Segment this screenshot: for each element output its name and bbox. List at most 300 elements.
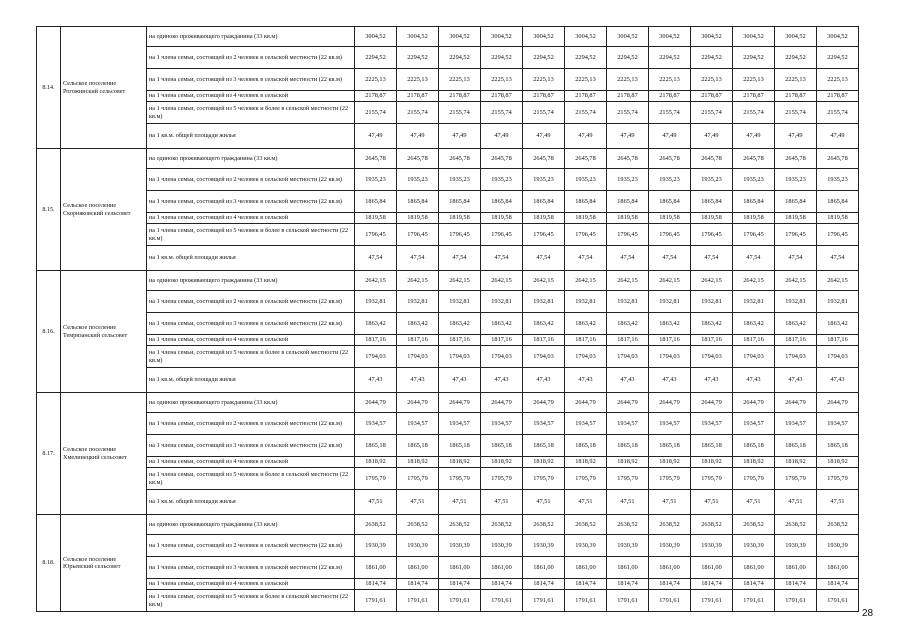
value-cell: 1863,42 [481,313,523,335]
value-cell: 2642,15 [439,271,481,291]
value-cell: 1796,45 [565,224,607,246]
value-cell: 1934,57 [523,413,565,435]
value-cell: 2642,15 [355,271,397,291]
value-cell: 1818,92 [691,457,733,468]
row-description: на одиноко проживающего гражданина (33 кв.м) [147,27,355,47]
row-description: на 1 члена семьи, состоящей из 5 человек и более в сельской местности (22 кв.м) [147,346,355,368]
value-cell: 2294,52 [733,47,775,69]
value-cell: 1794,03 [649,346,691,368]
value-cell: 1814,74 [691,579,733,590]
value-cell: 2155,74 [607,102,649,124]
value-cell: 2638,52 [565,515,607,535]
value-cell: 1861,00 [397,557,439,579]
value-cell: 1865,18 [817,435,859,457]
value-cell: 47,54 [439,246,481,271]
value-cell: 2638,52 [523,515,565,535]
value-cell: 1934,57 [733,413,775,435]
value-cell: 1932,81 [565,291,607,313]
value-cell: 1795,79 [565,468,607,490]
value-cell: 2645,78 [481,149,523,169]
value-cell: 2225,13 [565,69,607,91]
value-cell: 47,49 [733,124,775,149]
value-cell: 1814,74 [817,579,859,590]
value-cell: 1930,39 [565,535,607,557]
value-cell: 1794,03 [607,346,649,368]
value-cell: 2225,13 [607,69,649,91]
value-cell: 1861,00 [481,557,523,579]
value-cell: 1930,39 [397,535,439,557]
value-cell: 47,51 [691,490,733,515]
item-number: 8.17. [37,393,61,515]
value-cell: 47,49 [649,124,691,149]
settlement-name: Сельское поселение Скорняковский сельсовет [61,149,147,271]
value-cell: 1814,74 [649,579,691,590]
table-row [37,393,859,413]
value-cell: 1861,00 [733,557,775,579]
row-description: на 1 члена семьи, состоящей из 3 человек в сельской местности (22 кв.м) [147,557,355,579]
value-cell: 1930,39 [775,535,817,557]
value-cell: 47,43 [733,368,775,393]
value-cell: 1865,84 [397,191,439,213]
value-cell: 1932,81 [775,291,817,313]
value-cell: 47,43 [355,368,397,393]
value-cell: 47,49 [397,124,439,149]
value-cell: 47,54 [733,246,775,271]
value-cell: 2155,74 [817,102,859,124]
value-cell: 1796,45 [439,224,481,246]
value-cell: 1934,57 [649,413,691,435]
value-cell: 1934,57 [439,413,481,435]
value-cell: 1814,74 [607,579,649,590]
value-cell: 2642,15 [607,271,649,291]
value-cell: 2294,52 [355,47,397,69]
table-row [37,590,859,612]
value-cell: 2644,79 [355,393,397,413]
value-cell: 1930,39 [523,535,565,557]
value-cell: 1795,79 [397,468,439,490]
value-cell: 1817,16 [733,335,775,346]
value-cell: 1819,58 [649,213,691,224]
value-cell: 2294,52 [565,47,607,69]
value-cell: 1863,42 [775,313,817,335]
value-cell: 47,43 [775,368,817,393]
value-cell: 1934,57 [397,413,439,435]
value-cell: 1930,39 [649,535,691,557]
value-cell: 2294,52 [439,47,481,69]
value-cell: 47,51 [523,490,565,515]
value-cell: 1818,92 [733,457,775,468]
value-cell: 1794,03 [817,346,859,368]
row-description: на 1 члена семьи, состоящей из 5 человек и более в сельской местности (22 кв.м) [147,224,355,246]
value-cell: 2642,15 [565,271,607,291]
value-cell: 1794,03 [481,346,523,368]
value-cell: 2294,52 [607,47,649,69]
settlement-name: Сельское поселение Темрязанский сельсовет [61,271,147,393]
value-cell: 1932,81 [481,291,523,313]
value-cell: 2155,74 [775,102,817,124]
value-cell: 47,49 [439,124,481,149]
value-cell: 1930,39 [817,535,859,557]
value-cell: 1814,74 [481,579,523,590]
value-cell: 1865,84 [523,191,565,213]
value-cell: 1935,23 [733,169,775,191]
value-cell: 1861,00 [607,557,649,579]
value-cell: 47,51 [565,490,607,515]
value-cell: 1818,92 [439,457,481,468]
value-cell: 1818,92 [775,457,817,468]
value-cell: 2638,52 [649,515,691,535]
value-cell: 47,54 [565,246,607,271]
value-cell: 2638,52 [439,515,481,535]
value-cell: 1796,45 [481,224,523,246]
value-cell: 1796,45 [691,224,733,246]
value-cell: 1795,79 [817,468,859,490]
value-cell: 2178,87 [775,91,817,102]
value-cell: 47,54 [691,246,733,271]
value-cell: 1865,84 [565,191,607,213]
value-cell: 2178,87 [523,91,565,102]
value-cell: 1794,03 [439,346,481,368]
value-cell: 1819,58 [733,213,775,224]
value-cell: 1818,92 [607,457,649,468]
value-cell: 1796,45 [607,224,649,246]
value-cell: 2638,52 [481,515,523,535]
value-cell: 1817,16 [397,335,439,346]
value-cell: 1935,23 [439,169,481,191]
value-cell: 2645,78 [775,149,817,169]
value-cell: 1791,61 [523,590,565,612]
value-cell: 47,43 [565,368,607,393]
table-row [37,490,859,515]
row-description: на 1 члена семьи, состоящей из 3 человек в сельской местности (22 кв.м) [147,69,355,91]
value-cell: 2642,15 [523,271,565,291]
value-cell: 2155,74 [481,102,523,124]
value-cell: 1817,16 [565,335,607,346]
value-cell: 47,43 [607,368,649,393]
table-row [37,579,859,590]
value-cell: 1819,58 [355,213,397,224]
table-row [37,535,859,557]
value-cell: 1935,23 [817,169,859,191]
value-cell: 1795,79 [691,468,733,490]
value-cell: 1865,18 [733,435,775,457]
value-cell: 1865,84 [691,191,733,213]
value-cell: 1795,79 [607,468,649,490]
value-cell: 1932,81 [607,291,649,313]
value-cell: 1935,23 [523,169,565,191]
value-cell: 1861,00 [649,557,691,579]
value-cell: 1817,16 [481,335,523,346]
value-cell: 1795,79 [775,468,817,490]
value-cell: 3004,52 [565,27,607,47]
value-cell: 1819,58 [397,213,439,224]
value-cell: 1861,00 [691,557,733,579]
table-row [37,102,859,124]
value-cell: 1794,03 [691,346,733,368]
value-cell: 1795,79 [523,468,565,490]
value-cell: 2178,87 [733,91,775,102]
value-cell: 1796,45 [355,224,397,246]
settlement-name: Сельское поселение Хмелинецкий сельсовет [61,393,147,515]
value-cell: 2155,74 [397,102,439,124]
value-cell: 2155,74 [523,102,565,124]
value-cell: 2642,15 [733,271,775,291]
value-cell: 2644,79 [733,393,775,413]
row-description: на 1 члена семьи, состоящей из 5 человек и более в сельской местности (22 кв.м) [147,102,355,124]
value-cell: 2294,52 [775,47,817,69]
value-cell: 1814,74 [439,579,481,590]
value-cell: 1791,61 [439,590,481,612]
value-cell: 2155,74 [691,102,733,124]
value-cell: 1794,03 [565,346,607,368]
value-cell: 47,54 [649,246,691,271]
value-cell: 47,43 [397,368,439,393]
value-cell: 1930,39 [733,535,775,557]
value-cell: 2638,52 [607,515,649,535]
value-cell: 1935,23 [649,169,691,191]
table-row [37,457,859,468]
item-number: 8.16. [37,271,61,393]
value-cell: 1818,92 [481,457,523,468]
value-cell: 1930,39 [439,535,481,557]
value-cell: 2638,52 [355,515,397,535]
value-cell: 1794,03 [355,346,397,368]
value-cell: 2225,13 [481,69,523,91]
value-cell: 3004,52 [775,27,817,47]
value-cell: 1818,92 [649,457,691,468]
value-cell: 1818,92 [817,457,859,468]
value-cell: 2644,79 [565,393,607,413]
tariff-table [36,26,859,612]
row-description: на 1 члена семьи, состоящей из 3 человек в сельской местности (22 кв.м) [147,313,355,335]
table-row [37,335,859,346]
value-cell: 47,49 [523,124,565,149]
value-cell: 1935,23 [397,169,439,191]
row-description: на 1 члена семьи, состоящей из 4 человек в сельской [147,335,355,346]
value-cell: 47,54 [607,246,649,271]
value-cell: 1935,23 [355,169,397,191]
value-cell: 1819,58 [691,213,733,224]
table-row [37,169,859,191]
value-cell: 2645,78 [355,149,397,169]
row-description: на 1 члена семьи, состоящей из 3 человек в сельской местности (22 кв.м) [147,191,355,213]
value-cell: 47,51 [481,490,523,515]
value-cell: 1865,18 [649,435,691,457]
value-cell: 47,51 [817,490,859,515]
value-cell: 3004,52 [607,27,649,47]
value-cell: 1935,23 [607,169,649,191]
value-cell: 1865,18 [481,435,523,457]
row-description: на 1 члена семьи, состоящей из 2 человек в сельской местности (22 кв.м) [147,47,355,69]
value-cell: 2178,87 [607,91,649,102]
value-cell: 1930,39 [355,535,397,557]
tariff-table-body [37,27,859,612]
value-cell: 1865,18 [397,435,439,457]
value-cell: 47,49 [565,124,607,149]
table-row [37,124,859,149]
value-cell: 1817,16 [775,335,817,346]
value-cell: 2642,15 [775,271,817,291]
value-cell: 1795,79 [355,468,397,490]
value-cell: 47,49 [691,124,733,149]
value-cell: 47,54 [397,246,439,271]
value-cell: 2645,78 [649,149,691,169]
value-cell: 47,49 [775,124,817,149]
value-cell: 1796,45 [523,224,565,246]
table-row [37,27,859,47]
table-row [37,213,859,224]
row-description: на 1 члена семьи, состоящей из 5 человек и более в сельской местности (22 кв.м) [147,590,355,612]
value-cell: 2155,74 [733,102,775,124]
value-cell: 1932,81 [355,291,397,313]
value-cell: 47,49 [355,124,397,149]
row-description: на 1 кв.м. общей площади жилья [147,368,355,393]
value-cell: 47,51 [397,490,439,515]
value-cell: 1861,00 [817,557,859,579]
value-cell: 1863,42 [733,313,775,335]
value-cell: 1865,18 [523,435,565,457]
value-cell: 1865,84 [733,191,775,213]
table-row [37,246,859,271]
value-cell: 2155,74 [649,102,691,124]
value-cell: 1863,42 [397,313,439,335]
value-cell: 1791,61 [565,590,607,612]
value-cell: 2294,52 [481,47,523,69]
value-cell: 2178,87 [565,91,607,102]
value-cell: 1932,81 [817,291,859,313]
value-cell: 1934,57 [355,413,397,435]
value-cell: 2642,15 [817,271,859,291]
value-cell: 3004,52 [439,27,481,47]
table-row [37,413,859,435]
settlement-name: Сельское поселение Юрьевский сельсовет [61,515,147,612]
value-cell: 47,49 [481,124,523,149]
row-description: на 1 кв.м. общей площади жилья [147,124,355,149]
value-cell: 3004,52 [397,27,439,47]
value-cell: 1796,45 [775,224,817,246]
value-cell: 1791,61 [607,590,649,612]
item-number: 8.14. [37,27,61,149]
table-row [37,271,859,291]
value-cell: 2644,79 [775,393,817,413]
value-cell: 2638,52 [733,515,775,535]
row-description: на 1 члена семьи, состоящей из 4 человек в сельской [147,91,355,102]
value-cell: 1865,18 [691,435,733,457]
value-cell: 47,51 [439,490,481,515]
value-cell: 1796,45 [817,224,859,246]
row-description: на 1 члена семьи, состоящей из 3 человек в сельской местности (22 кв.м) [147,435,355,457]
value-cell: 1932,81 [439,291,481,313]
value-cell: 47,43 [439,368,481,393]
value-cell: 1930,39 [691,535,733,557]
row-description: на 1 члена семьи, состоящей из 2 человек в сельской местности (22 кв.м) [147,169,355,191]
value-cell: 2644,79 [817,393,859,413]
value-cell: 1861,00 [439,557,481,579]
value-cell: 47,54 [481,246,523,271]
value-cell: 47,54 [775,246,817,271]
value-cell: 1865,18 [565,435,607,457]
value-cell: 2225,13 [691,69,733,91]
value-cell: 2645,78 [691,149,733,169]
value-cell: 2645,78 [565,149,607,169]
table-row [37,313,859,335]
value-cell: 47,49 [817,124,859,149]
value-cell: 2644,79 [439,393,481,413]
row-description: на 1 кв.м. общей площади жилья [147,246,355,271]
table-row [37,291,859,313]
value-cell: 1814,74 [565,579,607,590]
value-cell: 1791,61 [733,590,775,612]
row-description: на 1 кв.м. общей площади жилья [147,490,355,515]
value-cell: 2155,74 [355,102,397,124]
value-cell: 3004,52 [733,27,775,47]
value-cell: 2642,15 [481,271,523,291]
value-cell: 47,54 [355,246,397,271]
value-cell: 1796,45 [649,224,691,246]
value-cell: 3004,52 [523,27,565,47]
value-cell: 1932,81 [733,291,775,313]
value-cell: 1791,61 [691,590,733,612]
value-cell: 2225,13 [775,69,817,91]
value-cell: 3004,52 [649,27,691,47]
value-cell: 2644,79 [523,393,565,413]
value-cell: 47,49 [607,124,649,149]
value-cell: 1932,81 [523,291,565,313]
value-cell: 2225,13 [523,69,565,91]
value-cell: 1935,23 [691,169,733,191]
row-description: на 1 члена семьи, состоящей из 4 человек в сельской [147,457,355,468]
value-cell: 2644,79 [649,393,691,413]
value-cell: 1817,16 [649,335,691,346]
value-cell: 1794,03 [523,346,565,368]
value-cell: 1934,57 [817,413,859,435]
value-cell: 2178,87 [481,91,523,102]
table-row [37,435,859,457]
value-cell: 47,51 [733,490,775,515]
value-cell: 2178,87 [649,91,691,102]
value-cell: 47,54 [523,246,565,271]
value-cell: 1795,79 [481,468,523,490]
value-cell: 1796,45 [397,224,439,246]
value-cell: 1819,58 [481,213,523,224]
value-cell: 2294,52 [817,47,859,69]
value-cell: 1795,79 [733,468,775,490]
value-cell: 2294,52 [397,47,439,69]
value-cell: 2638,52 [817,515,859,535]
value-cell: 47,43 [523,368,565,393]
value-cell: 1863,42 [565,313,607,335]
value-cell: 2225,13 [355,69,397,91]
value-cell: 1819,58 [817,213,859,224]
value-cell: 1817,16 [691,335,733,346]
table-row [37,47,859,69]
value-cell: 3004,52 [355,27,397,47]
value-cell: 2645,78 [607,149,649,169]
row-description: на 1 члена семьи, состоящей из 2 человек в сельской местности (22 кв.м) [147,535,355,557]
table-row [37,149,859,169]
value-cell: 47,43 [691,368,733,393]
table-row [37,557,859,579]
value-cell: 2645,78 [733,149,775,169]
table-row [37,515,859,535]
value-cell: 1818,92 [355,457,397,468]
value-cell: 1865,18 [607,435,649,457]
value-cell: 1865,84 [607,191,649,213]
value-cell: 2294,52 [523,47,565,69]
value-cell: 1865,18 [775,435,817,457]
value-cell: 2644,79 [481,393,523,413]
value-cell: 2178,87 [817,91,859,102]
